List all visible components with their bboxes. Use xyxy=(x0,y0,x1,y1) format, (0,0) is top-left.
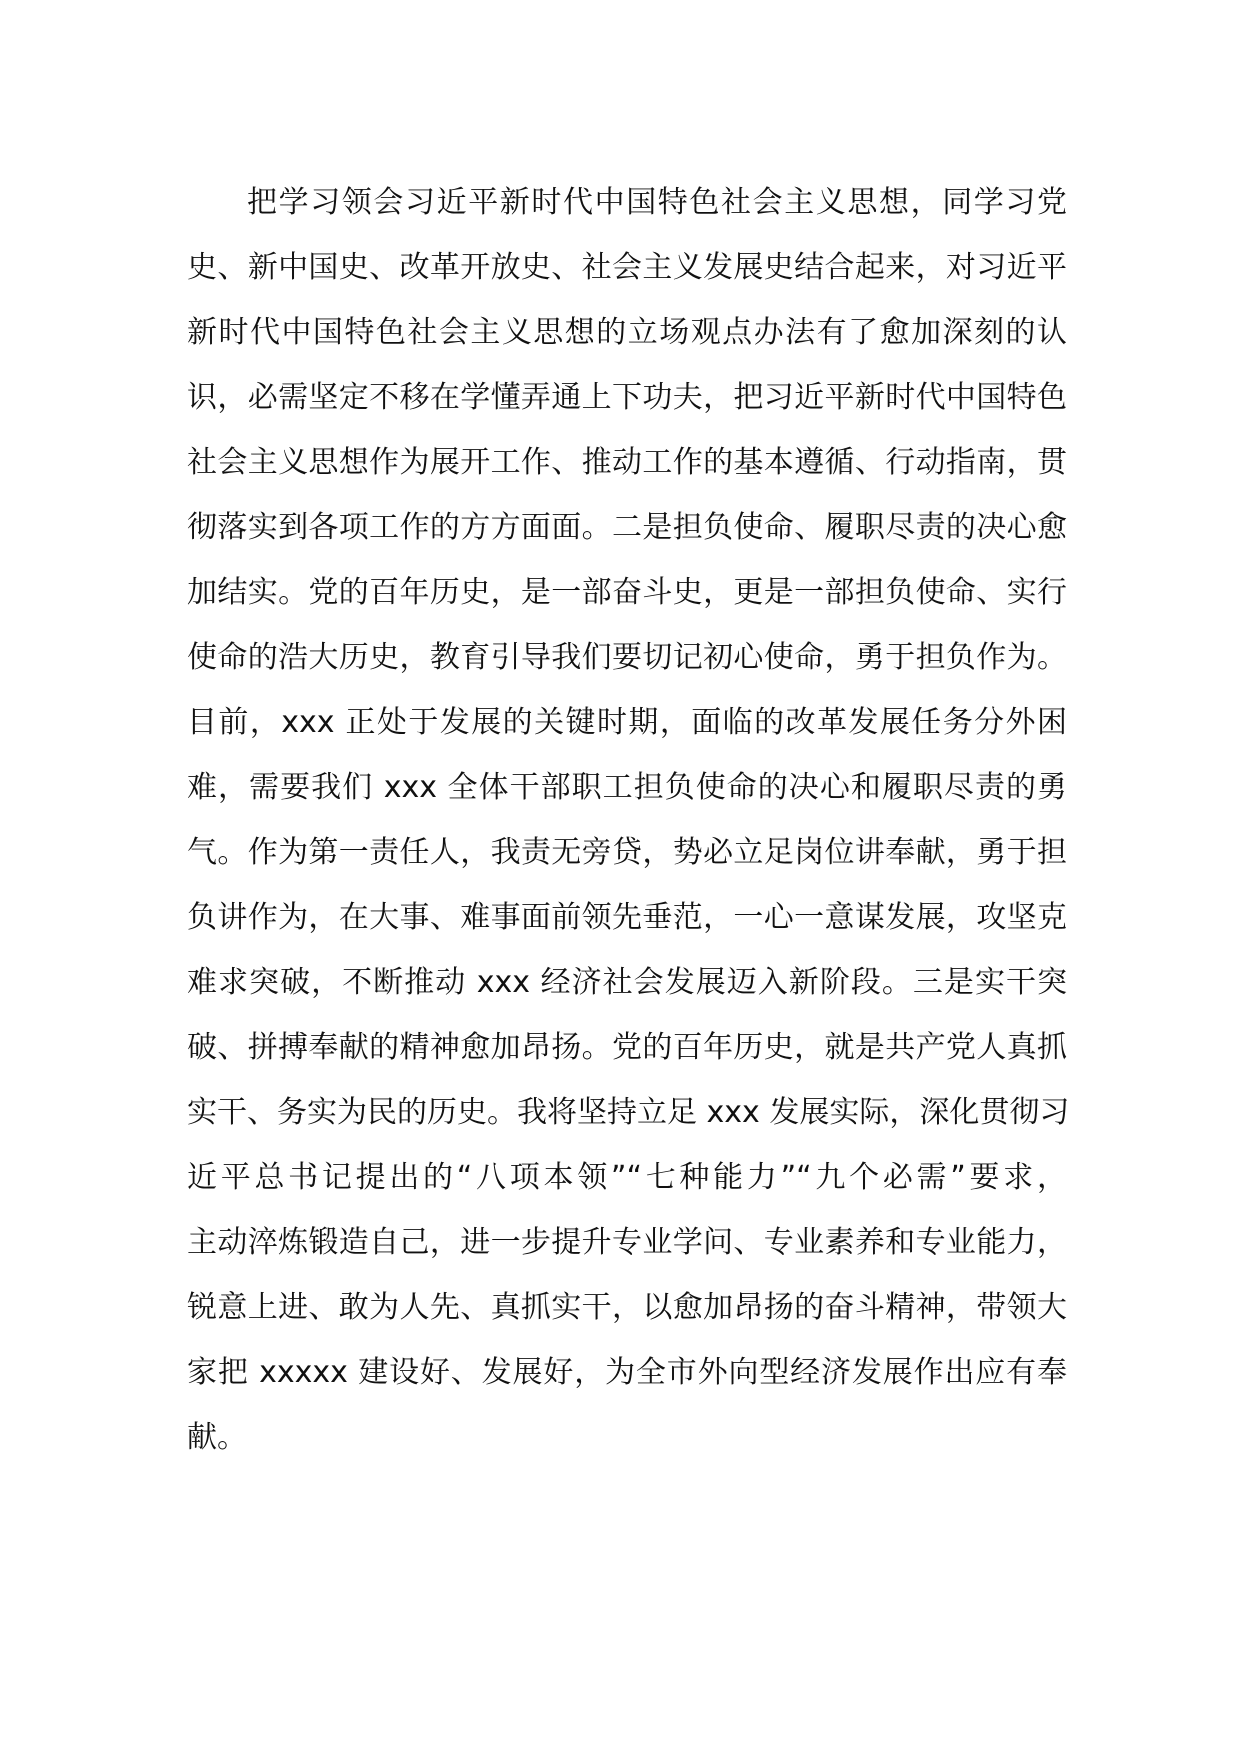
paragraph-line: 近平总书记提出的“八项本领”“七种能力”“九个必需”要求， xyxy=(187,1160,1067,1195)
paragraph-line: 彻落实到各项工作的方方面面。二是担负使命、履职尽责的决心愈 xyxy=(187,510,1067,545)
paragraph-line: 识，必需坚定不移在学懂弄通上下功夫，把习近平新时代中国特色 xyxy=(187,380,1067,415)
paragraph-line: 史、新中国史、改革开放史、社会主义发展史结合起来，对习近平 xyxy=(187,250,1067,285)
paragraph-line: 社会主义思想作为展开工作、推动工作的基本遵循、行动指南，贯 xyxy=(187,445,1067,480)
body-paragraph xyxy=(187,170,1070,1470)
paragraph-line: 气。作为第一责任人，我责无旁贷，势必立足岗位讲奉献，勇于担 xyxy=(187,835,1067,870)
paragraph-line: 使命的浩大历史，教育引导我们要切记初心使命，勇于担负作为。 xyxy=(187,640,1067,675)
paragraph-line: 实干、务实为民的历史。我将坚持立足 xxx 发展实际，深化贯彻习 xyxy=(187,1095,1070,1130)
paragraph-line: 目前，xxx 正处于发展的关键时期，面临的改革发展任务分外困 xyxy=(187,705,1067,740)
paragraph-line: 加结实。党的百年历史，是一部奋斗史，更是一部担负使命、实行 xyxy=(187,575,1067,610)
paragraph-line: 新时代中国特色社会主义思想的立场观点办法有了愈加深刻的认 xyxy=(187,315,1067,350)
paragraph-line-last: 献。 xyxy=(187,1420,247,1455)
paragraph-line: 把学习领会习近平新时代中国特色社会主义思想，同学习党 xyxy=(247,185,1067,220)
paragraph-line: 难，需要我们 xxx 全体干部职工担负使命的决心和履职尽责的勇 xyxy=(187,770,1067,805)
paragraph-line: 主动淬炼锻造自己，进一步提升专业学问、专业素养和专业能力， xyxy=(187,1225,1067,1260)
paragraph-line: 锐意上进、敢为人先、真抓实干，以愈加昂扬的奋斗精神，带领大 xyxy=(187,1290,1067,1325)
paragraph-line: 负讲作为，在大事、难事面前领先垂范，一心一意谋发展，攻坚克 xyxy=(187,900,1067,935)
paragraph-line: 难求突破，不断推动 xxx 经济社会发展迈入新阶段。三是实干突 xyxy=(187,965,1067,1000)
paragraph-line: 家把 xxxxx 建设好、发展好，为全市外向型经济发展作出应有奉 xyxy=(187,1355,1067,1390)
paragraph-line: 破、拼搏奉献的精神愈加昂扬。党的百年历史，就是共产党人真抓 xyxy=(187,1030,1067,1065)
